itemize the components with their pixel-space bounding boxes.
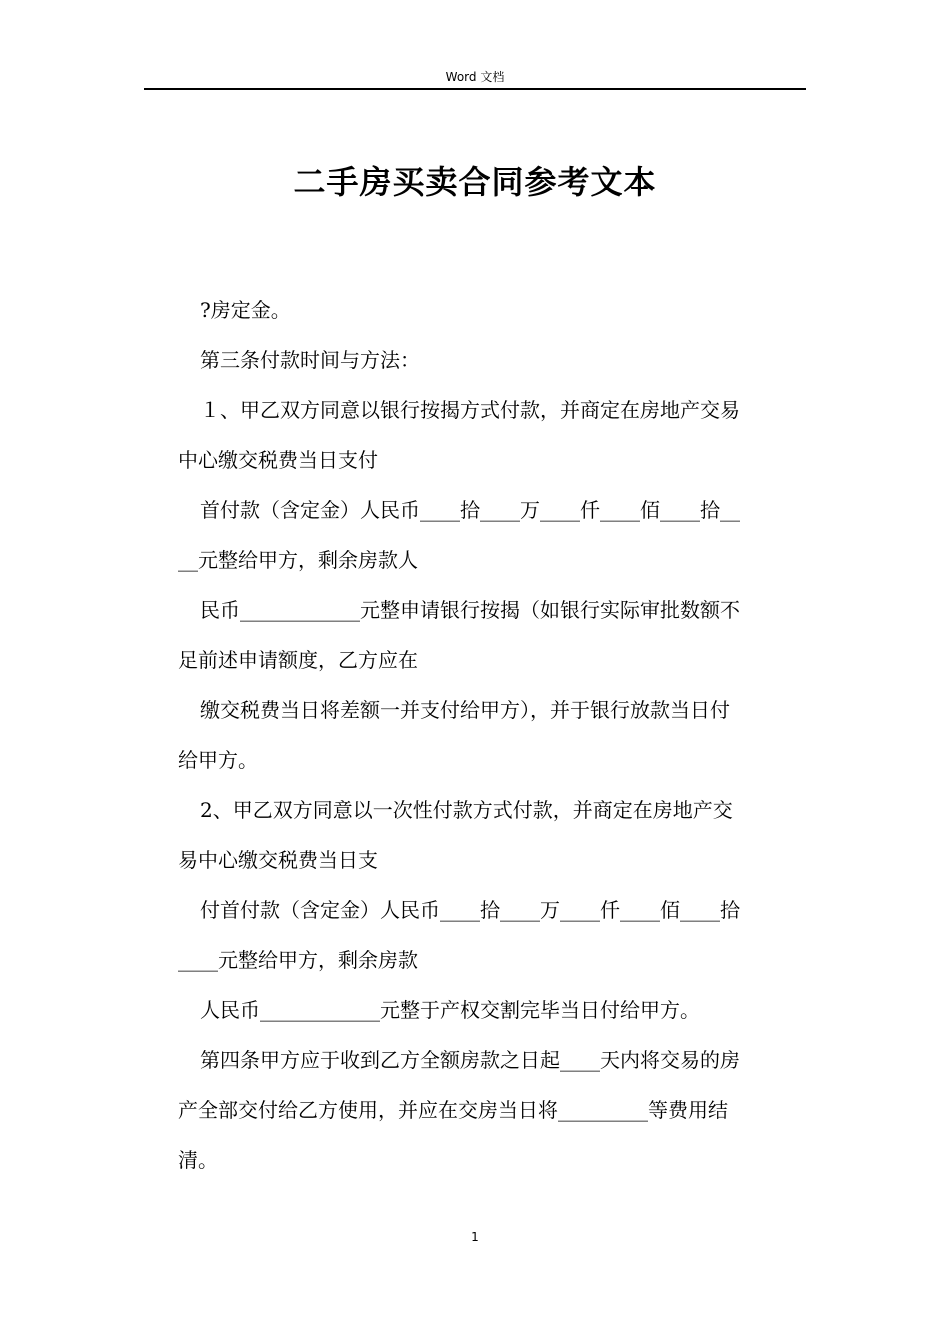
document-title: 二手房买卖合同参考文本 xyxy=(293,163,657,201)
body-line: 中心缴交税费当日支付 xyxy=(178,448,378,472)
body-line: ?房定金。 xyxy=(200,298,291,322)
body-line: 给甲方。 xyxy=(178,748,258,772)
body-line: 首付款（含定金）人民币____拾____万____仟____佰____拾__ xyxy=(200,498,740,522)
document-body xyxy=(178,285,802,1185)
page-header: Word 文档 xyxy=(445,70,505,84)
body-line: 第四条甲方应于收到乙方全额房款之日起____天内将交易的房 xyxy=(200,1048,740,1072)
body-line: 付首付款（含定金）人民币____拾____万____仟____佰____拾 xyxy=(200,898,740,922)
body-line: 易中心缴交税费当日支 xyxy=(178,848,378,872)
header-rule xyxy=(144,88,806,90)
body-line: ____元整给甲方，剩余房款 xyxy=(178,948,418,972)
page-number: 1 xyxy=(471,1230,479,1244)
body-line: 第三条付款时间与方法： xyxy=(200,348,420,372)
body-line: 2、甲乙双方同意以一次性付款方式付款，并商定在房地产交 xyxy=(200,798,733,822)
body-line: 民币____________元整申请银行按揭（如银行实际审批数额不 xyxy=(200,598,740,622)
body-line: 产全部交付给乙方使用，并应在交房当日将_________等费用结 xyxy=(178,1098,728,1122)
body-line: １、甲乙双方同意以银行按揭方式付款，并商定在房地产交易 xyxy=(200,398,740,422)
body-line: 人民币____________元整于产权交割完毕当日付给甲方。 xyxy=(200,998,700,1022)
body-line: __元整给甲方，剩余房款人 xyxy=(178,548,418,572)
body-line: 清。 xyxy=(178,1148,218,1172)
body-line: 足前述申请额度，乙方应在 xyxy=(178,648,418,672)
body-line: 缴交税费当日将差额一并支付给甲方），并于银行放款当日付 xyxy=(200,698,730,722)
